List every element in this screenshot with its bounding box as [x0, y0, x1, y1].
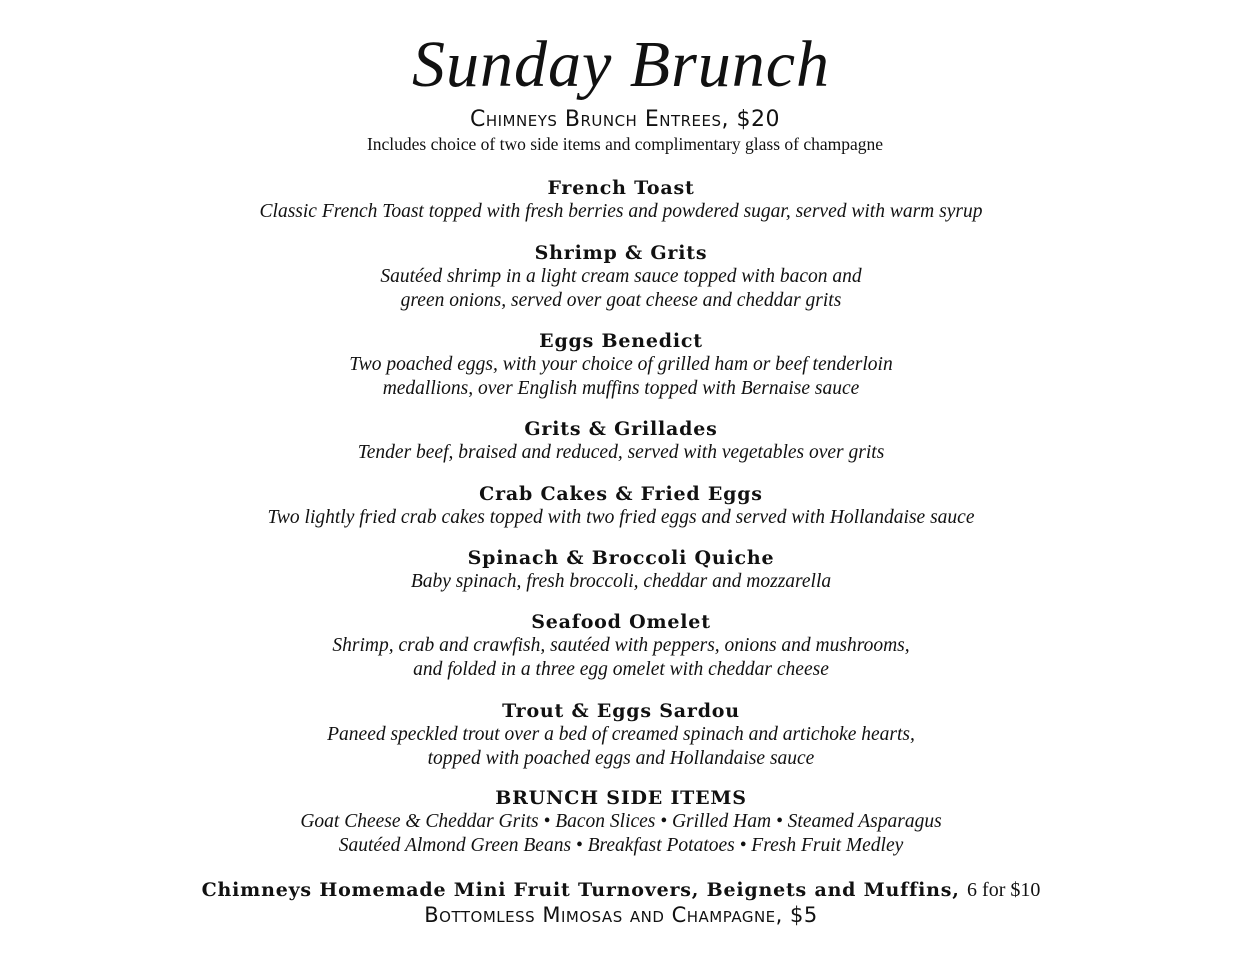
sides-line: Goat Cheese & Cheddar Grits • Bacon Slices • Grilled Ham • Steamed Asparagus	[300, 811, 942, 832]
item-description: Two lightly fried crab cakes topped with two fried eggs and served with Hollandaise sauce	[267, 507, 975, 528]
menu-item-crab-cakes	[0, 482, 1242, 530]
item-description: Baby spinach, fresh broccoli, cheddar and mozzarella	[410, 571, 832, 592]
menu-item-quiche	[0, 546, 1242, 594]
item-name: Crab Cakes & Fried Eggs	[479, 483, 763, 505]
menu-item-eggs-benedict	[0, 329, 1242, 401]
item-name: Shrimp & Grits	[534, 242, 708, 264]
item-description: Classic French Toast topped with fresh berries and powdered sugar, served with warm syrup	[259, 201, 983, 222]
item-description: Shrimp, crab and crawfish, sautéed with peppers, onions and mushrooms,	[332, 635, 910, 656]
turnovers-label: Chimneys Homemade Mini Fruit Turnovers, Beignets and Muffins,	[201, 879, 968, 901]
menu-item-seafood-omelet	[0, 610, 1242, 682]
item-description: green onions, served over goat cheese and cheddar grits	[400, 290, 842, 311]
item-description: Two poached eggs, with your choice of grilled ham or beef tenderloin	[349, 354, 893, 375]
mimosas-offer: Bottomless Mimosas and Champagne, $5	[424, 903, 818, 927]
item-description: topped with poached eggs and Hollandaise sauce	[427, 748, 815, 769]
menu-item-french-toast	[0, 176, 1242, 224]
item-description: Tender beef, braised and reduced, served with vegetables over grits	[357, 442, 885, 463]
item-description: Paneed speckled trout over a bed of creamed spinach and artichoke hearts,	[327, 724, 915, 745]
item-name: Trout & Eggs Sardou	[502, 700, 740, 722]
item-name: French Toast	[547, 177, 695, 199]
brunch-side-items	[0, 786, 1242, 858]
menu-subtitle: Chimneys Brunch Entrees, $20	[469, 107, 780, 132]
sides-heading: BRUNCH SIDE ITEMS	[495, 787, 747, 809]
includes-note: Includes choice of two side items and complimentary glass of champagne	[366, 134, 884, 154]
menu-title: Sunday Brunch	[411, 28, 831, 101]
menu-item-shrimp-grits	[0, 241, 1242, 313]
item-name: Seafood Omelet	[531, 611, 711, 633]
menu-item-trout-sardou	[0, 699, 1242, 771]
turnovers-offer	[0, 877, 1242, 903]
item-description: medallions, over English muffins topped with Bernaise sauce	[382, 378, 860, 399]
item-name: Grits & Grillades	[524, 418, 718, 440]
item-name: Spinach & Broccoli Quiche	[467, 547, 775, 569]
item-name: Eggs Benedict	[539, 330, 703, 352]
menu-item-grits-grillades	[0, 417, 1242, 465]
item-description: and folded in a three egg omelet with cheddar cheese	[413, 659, 829, 680]
item-description: Sautéed shrimp in a light cream sauce topped with bacon and	[380, 266, 862, 287]
sides-line: Sautéed Almond Green Beans • Breakfast Potatoes • Fresh Fruit Medley	[338, 835, 904, 856]
turnovers-price: 6 for $10	[967, 879, 1041, 901]
